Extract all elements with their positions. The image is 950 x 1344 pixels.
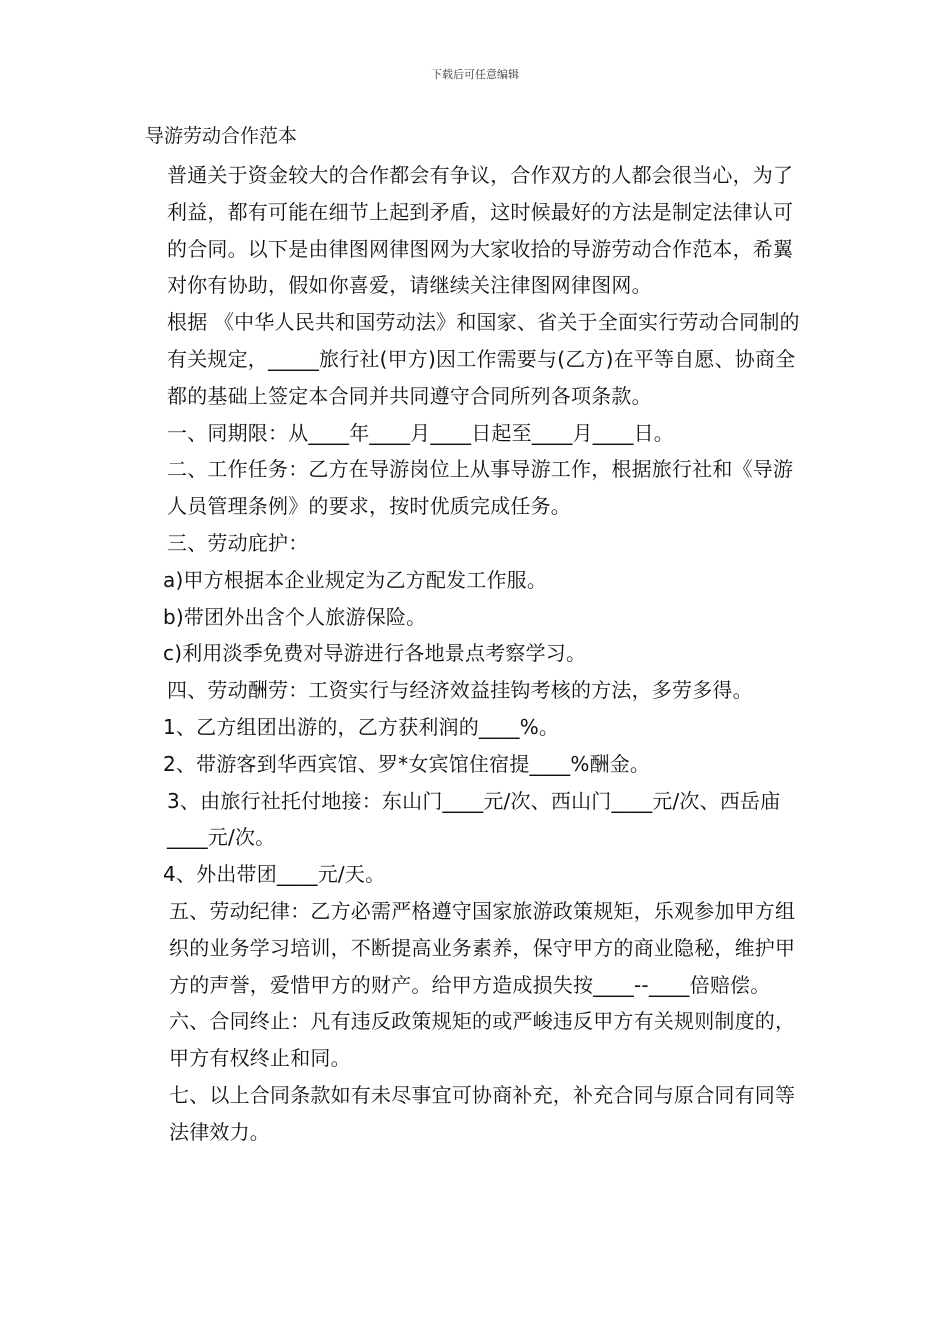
document-title: 导游劳动合作范本 (145, 125, 298, 147)
clause-term: 一、同期限：从____年____月____日起至____月____日。 (167, 420, 674, 445)
paragraph-intro: 普通关于资金较大的合作都会有争议，合作双方的人都会很当心，为了利益，都有可能在细节上起到矛盾，这时候最好的方法是制定法律认可的合同。以下是由律图网律图网为大家收拾的导游劳动合作范本，希翼对你有协助，假如你喜爱，请继续关注律图网律图网。 (167, 163, 794, 298)
clause-termination: 六、合同终止：凡有违反政策规矩的或严峻违反甲方有关规则制度的，甲方有权终止和同。 (169, 1009, 796, 1071)
document-body (145, 157, 807, 1151)
clause-protection-a: a)甲方根据本企业规定为乙方配发工作服。 (163, 567, 548, 592)
clause-protection: 三、劳动庇护： (167, 530, 309, 555)
clause-discipline: 五、劳动纪律：乙方必需严格遵守国家旅游政策规矩，乐观参加甲方组织的业务学习培训，不断提高业务素养，保守甲方的商业隐秘，维护甲方的声誉，爱惜甲方的财产。给甲方造成损失按____--____倍赔偿。 (169, 898, 796, 997)
clause-remuneration-1: 1、乙方组团出游的，乙方获利润的____%。 (163, 714, 560, 739)
clause-protection-c: c)利用淡季免费对导游进行各地景点考察学习。 (163, 641, 587, 666)
clause-protection-b: b)带团外出含个人旅游保险。 (163, 604, 427, 629)
clause-duties: 二、工作任务：乙方在导游岗位上从事导游工作，根据旅行社和《导游人员管理条例》的要求，按时优质完成任务。 (167, 457, 794, 519)
header-note: 下载后可任意编辑 (431, 68, 519, 81)
clause-supplement: 七、以上合同条款如有未尽事宜可协商补充，补充合同与原合同有同等法律效力。 (169, 1082, 796, 1144)
paragraph-preamble: 根据 《中华人民共和国劳动法》和国家、省关于全面实行劳动合同制的有关规定，_____旅行社(甲方)因工作需要与(乙方)在平等自愿、协商全都的基础上签定本合同并共同遵守合同所列各项条款。 (167, 310, 800, 408)
clause-remuneration-4: 4、外出带团____元/天。 (163, 862, 386, 887)
clause-remuneration-2: 2、带游客到华西宾馆、罗*女宾馆住宿提____%酬金。 (163, 751, 651, 776)
clause-remuneration: 四、劳动酬劳：工资实行与经济效益挂钩考核的方法，多劳多得。 (167, 678, 753, 703)
clause-remuneration-3: 3、由旅行社托付地接：东山门____元/次、西山门____元/次、西岳庙____元/次。 (167, 788, 781, 850)
